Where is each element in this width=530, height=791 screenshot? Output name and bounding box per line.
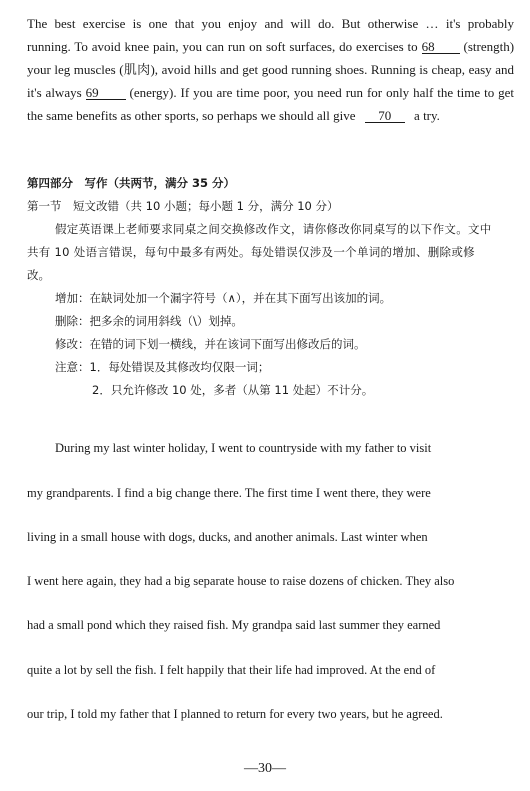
cloze-line-4-text: it's always (27, 85, 82, 100)
cloze-line-1: The best exercise is one that you enjoy and will do. But otherwise … it's probably (27, 16, 514, 31)
cloze-line-2 (27, 39, 514, 55)
cloze-line-4-rest: (energy). If you are time poor, you need run for only half the time to get (129, 85, 515, 100)
cloze-line-3: your leg muscles (肌肉), avoid hills and get good running shoes. Running is cheap, easy and (27, 62, 514, 77)
essay-line-4: I went here again, they had a big separate house to raise dozens of chicken. They also (27, 574, 455, 588)
section-title: 第四部分 写作（共两节，满分 35 分） (27, 176, 236, 190)
note-1: 注意：1．每处错误及其修改均仅限一词； (55, 360, 270, 374)
essay-line-7: our trip, I told my father that I planned to return for every two years, but he agreed. (27, 707, 443, 721)
rule-modify: 修改：在错的词下划一横线，并在该词下面写出修改后的词。 (55, 337, 366, 351)
cloze-line-5-text: the same benefits as other sports, so perhaps we should all give (27, 108, 356, 123)
essay-line-1: During my last winter holiday, I went to countryside with my father to visit (55, 441, 432, 455)
page-number: —30— (244, 761, 286, 776)
essay-line-3: living in a small house with dogs, ducks, and another animals. Last winter when (27, 530, 428, 544)
blank-69: 69 (86, 86, 126, 100)
essay-line-2: my grandparents. I find a big change there. The first time I went there, they were (27, 486, 431, 500)
blank-70: 70 (365, 109, 405, 123)
cloze-line-5-rest: a try. (414, 108, 440, 123)
rule-add: 增加：在缺词处加一个漏字符号（∧），并在其下面写出该加的词。 (55, 291, 392, 305)
instructions-line-3: 改。 (27, 268, 50, 282)
cloze-line-2-text: running. To avoid knee pain, you can run on soft surfaces, do exercises to (27, 39, 418, 54)
cloze-line-4 (27, 85, 514, 101)
instructions-line-1: 假定英语课上老师要求同桌之间交换修改作文，请你修改你同桌写的以下作文。文中 (55, 222, 492, 236)
rule-delete: 删除：把多余的词用斜线（\）划掉。 (55, 314, 243, 328)
blank-68-hint: (strength) (463, 39, 515, 54)
blank-68: 68 (422, 40, 460, 54)
note-2: 2．只允许修改 10 处，多者（从第 11 处起）不计分。 (92, 383, 374, 397)
essay-line-6: quite a lot by sell the fish. I felt happily that their life had improved. At the end of (27, 663, 436, 677)
cloze-line-5 (27, 108, 514, 124)
subsection-title: 第一节 短文改错（共 10 小题；每小题 1 分，满分 10 分） (27, 199, 339, 213)
essay-line-5: had a small pond which they raised fish. My grandpa said last summer they earned (27, 618, 441, 632)
instructions-line-2: 共有 10 处语言错误，每句中最多有两处。每处错误仅涉及一个单词的增加、删除或修 (27, 245, 475, 259)
